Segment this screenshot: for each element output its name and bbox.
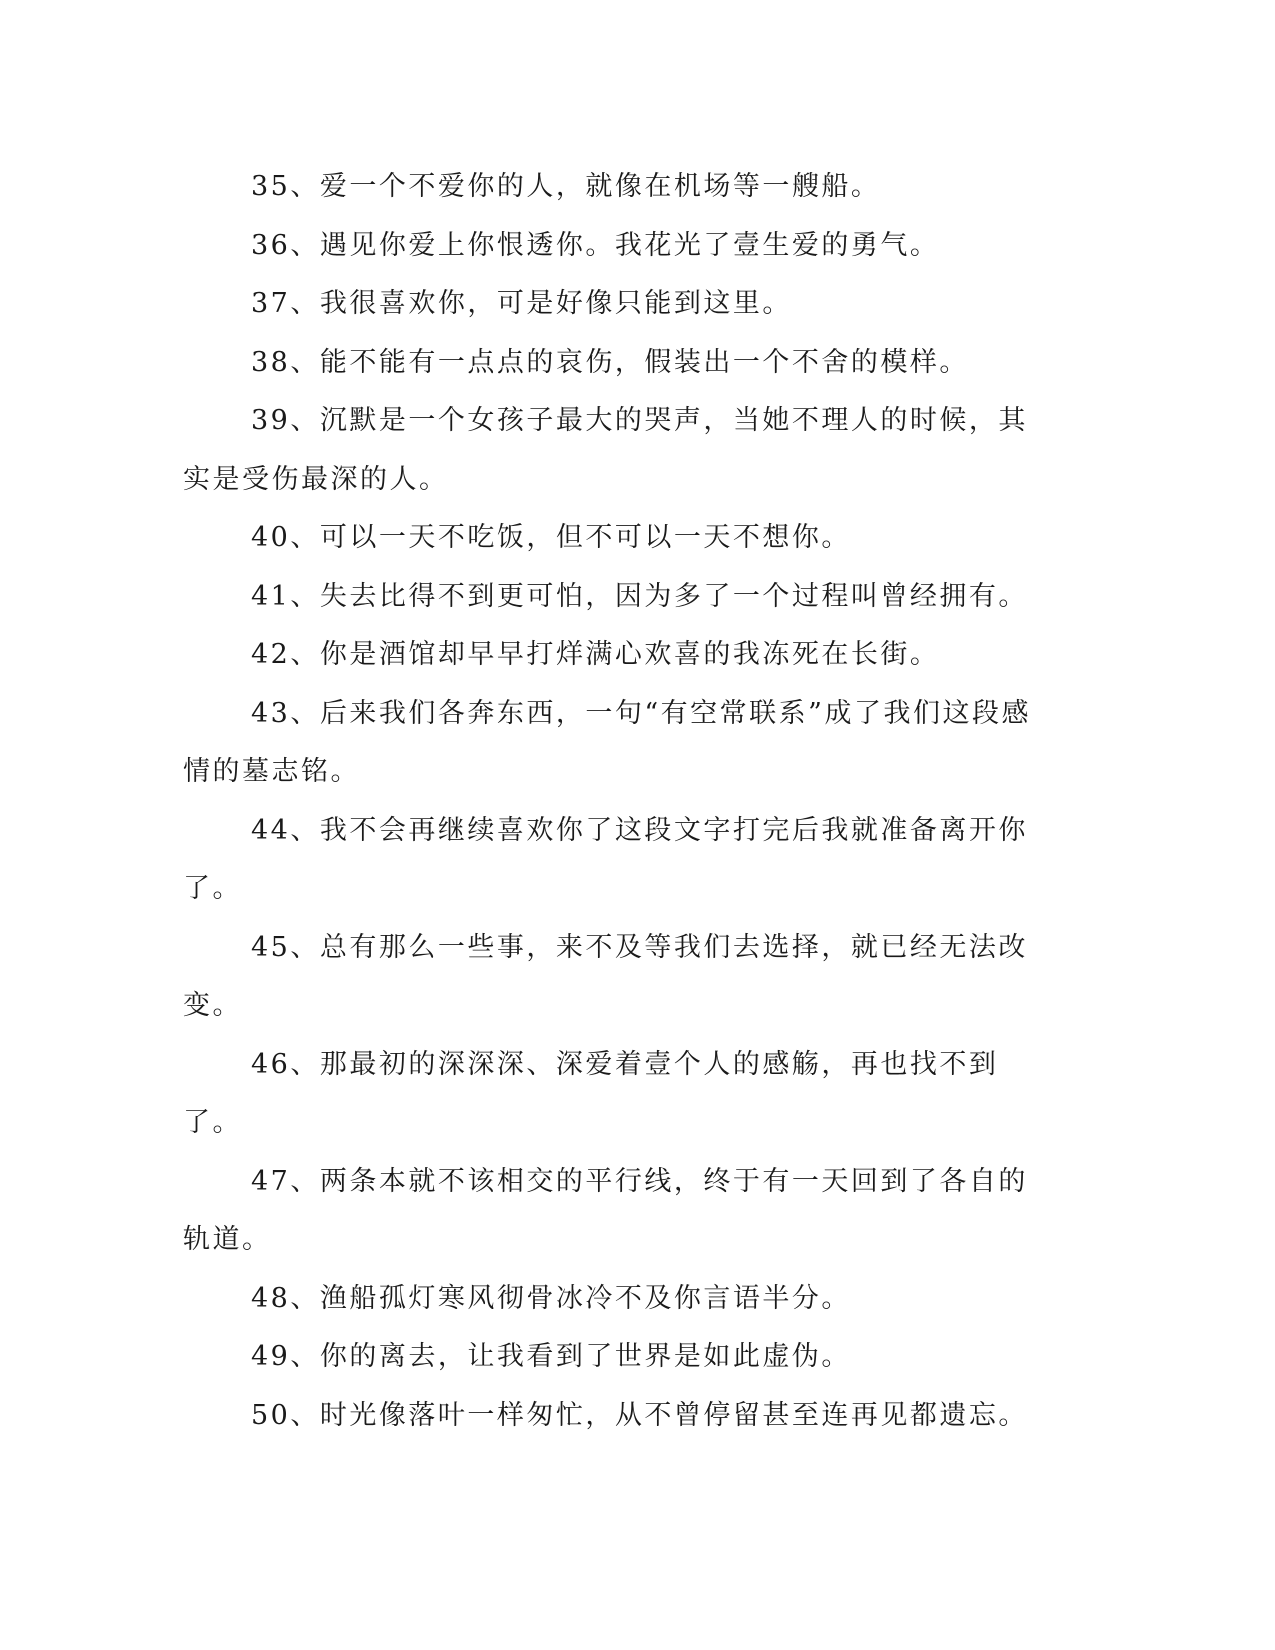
paragraph-44: 44、我不会再继续喜欢你了这段文字打完后我就准备离开你了。	[183, 814, 1028, 904]
paragraph-50: 50、时光像落叶一样匆忙，从不曾停留甚至连再见都遗忘。	[251, 1399, 1028, 1431]
paragraph-46: 46、那最初的深深深、深爱着壹个人的感觞，再也找不到了。	[183, 1048, 999, 1138]
paragraph-39: 39、沉默是一个女孩子最大的哭声，当她不理人的时候，其实是受伤最深的人。	[183, 405, 1028, 495]
paragraph-35: 35、爱一个不爱你的人，就像在机场等一艘船。	[251, 171, 881, 202]
paragraph-42: 42、你是酒馆却早早打烊满心欢喜的我冻死在长街。	[251, 639, 940, 670]
paragraph-40: 40、可以一天不吃饭，但不可以一天不想你。	[251, 522, 851, 553]
paragraph-48: 48、渔船孤灯寒风彻骨冰冷不及你言语半分。	[251, 1282, 851, 1314]
document-body	[183, 158, 1043, 1445]
paragraph-41: 41、失去比得不到更可怕，因为多了一个过程叫曾经拥有。	[251, 580, 1028, 612]
paragraph-47: 47、两条本就不该相交的平行线，终于有一天回到了各自的轨道。	[183, 1165, 1028, 1255]
paragraph-43: 43、后来我们各奔东西，一句“有空常联系”成了我们这段感情的墓志铭。	[183, 697, 1031, 787]
paragraph-36: 36、遇见你爱上你恨透你。我花光了壹生爱的勇气。	[251, 229, 940, 261]
paragraph-38: 38、能不能有一点点的哀伤，假装出一个不舍的模样。	[251, 346, 969, 378]
paragraph-37: 37、我很喜欢你，可是好像只能到这里。	[251, 288, 792, 319]
paragraph-45: 45、总有那么一些事，来不及等我们去选择，就已经无法改变。	[183, 931, 1028, 1021]
paragraph-49: 49、你的离去，让我看到了世界是如此虚伪。	[251, 1341, 851, 1372]
